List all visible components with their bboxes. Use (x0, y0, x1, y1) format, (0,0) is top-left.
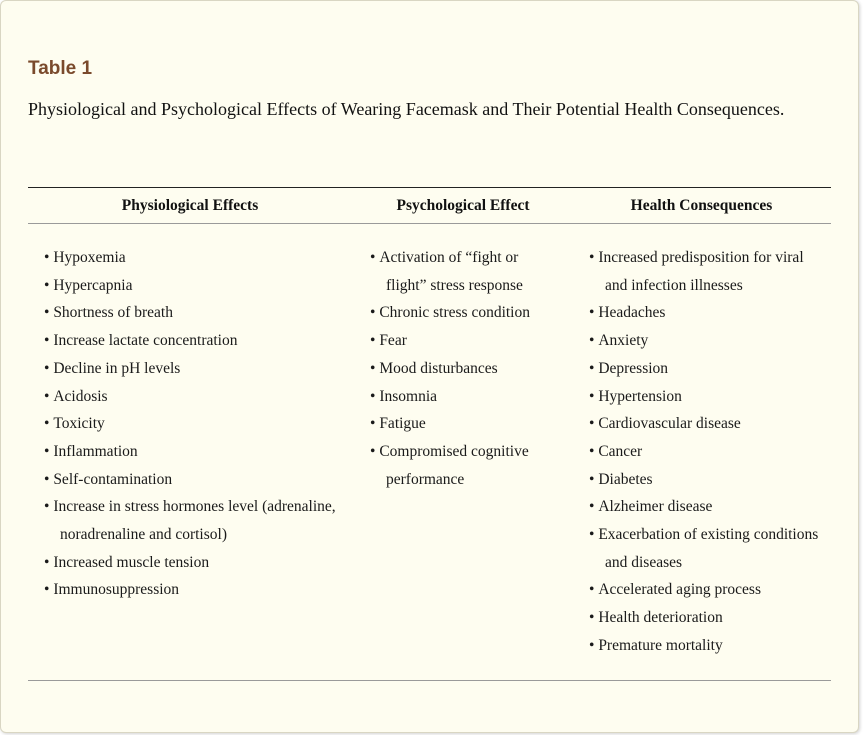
list-item: • Fatigue (370, 415, 426, 433)
table-caption: Physiological and Psychological Effects of Wearing Facemask and Their Potential Health Consequences. (28, 99, 785, 119)
list-item: • Toxicity (44, 415, 105, 433)
list-item: • Accelerated aging process (589, 581, 761, 599)
list-item: • Shortness of breath (44, 304, 173, 322)
list-item: • Hypertension (589, 387, 682, 405)
table-label: Table 1 (28, 58, 93, 79)
health-consequences-list (579, 244, 829, 660)
list-item: • Activation of “fight or flight” stress response (370, 249, 523, 294)
list-item: • Exacerbation of existing conditions and diseases (589, 526, 819, 571)
header-physiological-effects: Physiological Effects (121, 197, 259, 214)
list-item: • Alzheimer disease (589, 498, 713, 516)
list-item: • Chronic stress condition (370, 304, 530, 322)
list-item: • Increased muscle tension (44, 553, 210, 571)
list-item: • Premature mortality (589, 636, 723, 654)
list-item: • Mood disturbances (370, 359, 498, 377)
table-top-rule (28, 187, 831, 188)
physiological-effects-list (34, 244, 354, 604)
table-bottom-rule (28, 680, 831, 681)
list-item: • Decline in pH levels (44, 359, 181, 377)
header-health-consequences: Health Consequences (630, 197, 773, 214)
list-item: • Increased predisposition for viral and infection illnesses (589, 249, 804, 294)
list-item: • Hypercapnia (44, 276, 133, 294)
list-item: • Depression (589, 359, 669, 377)
list-item: • Inflammation (44, 442, 138, 460)
list-item: • Increase in stress hormones level (adrenaline, noradrenaline and cortisol) (44, 498, 336, 544)
list-item: • Cardiovascular disease (589, 415, 741, 433)
psychological-effect-list (360, 244, 560, 493)
list-item: • Self-contamination (44, 470, 173, 488)
list-item: • Immunosuppression (44, 581, 180, 599)
list-item: • Fear (370, 332, 407, 350)
list-item: • Health deterioration (589, 609, 723, 627)
list-item: • Acidosis (44, 387, 108, 405)
list-item: • Compromised cognitive performance (370, 442, 529, 488)
list-item: • Headaches (589, 304, 666, 322)
list-item: • Cancer (589, 442, 643, 460)
list-item: • Diabetes (589, 470, 653, 488)
list-item: • Insomnia (370, 387, 437, 405)
list-item: • Hypoxemia (44, 249, 126, 266)
list-item: • Anxiety (589, 332, 649, 350)
table-header-rule (28, 223, 831, 224)
list-item: • Increase lactate concentration (44, 332, 238, 350)
header-psychological-effect: Psychological Effect (396, 197, 530, 214)
